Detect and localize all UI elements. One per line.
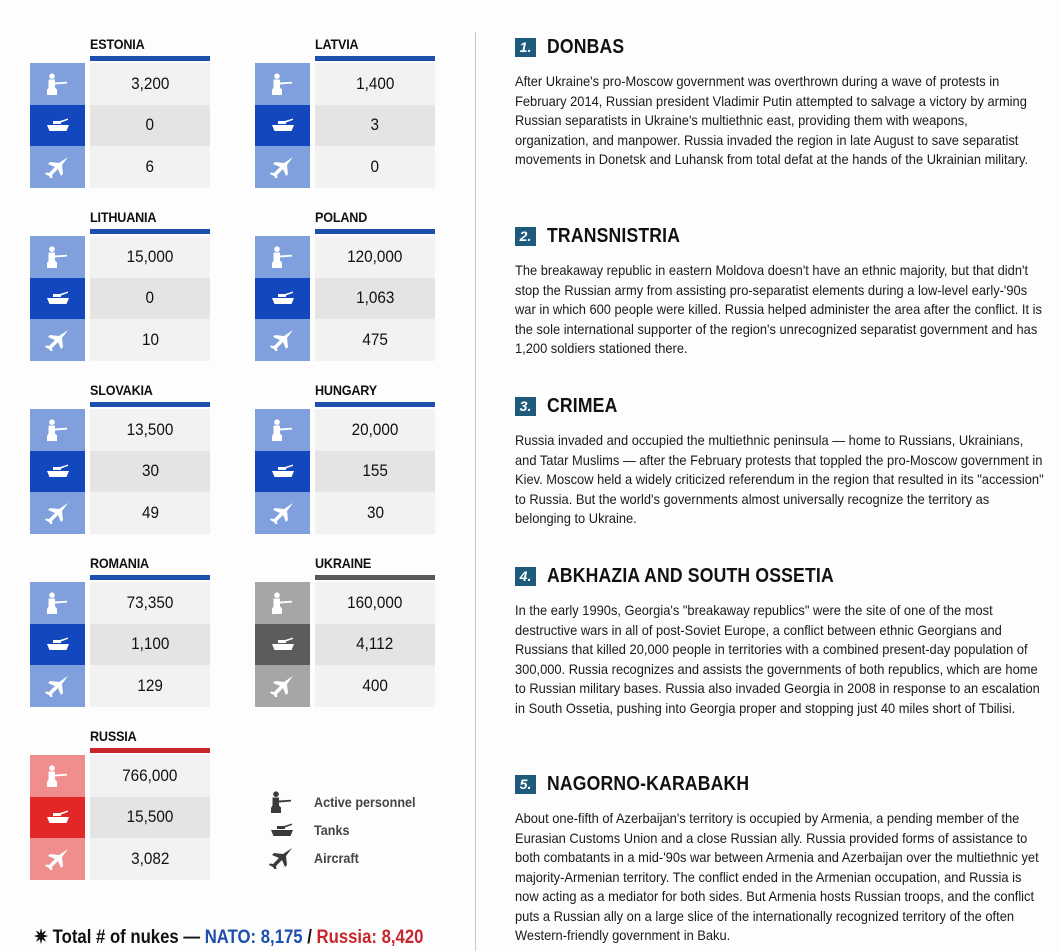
tank-icon-cell xyxy=(255,105,310,147)
aircraft-value: 3,082 xyxy=(90,838,210,880)
icon-column xyxy=(255,582,310,707)
country-name: ESTONIA xyxy=(90,36,145,52)
soldier-icon xyxy=(268,791,296,813)
tank-icon-cell xyxy=(30,451,85,493)
legend-label: Active personnel xyxy=(314,794,416,810)
section-title: CRIMEA xyxy=(547,394,618,417)
soldier-icon xyxy=(270,73,296,95)
section-body: About one-fifth of Azerbaijan's territory is occupied by Armenia, a pending member of the Eurasian Customs Union and a close Russian ally. Russia provided forms of assistance to both combatants in a mid-'90s war between Armenia and Azerbaijan over the multiethnic yet majority-Armenian territory. The conflict ended in the Armenian occupation, and Russia is now acting as a mediator for both sides. But Armenia hosts Russian troops, and the conflict puts a Russian ally on a large slice of the internationally recognized territory of the often Western-friendly government in Baku. xyxy=(515,810,1039,943)
tank-icon xyxy=(270,287,296,309)
value-column xyxy=(315,409,435,534)
value-column xyxy=(90,409,210,534)
tanks-value: 3 xyxy=(315,105,435,147)
country-name: HUNGARY xyxy=(315,382,377,398)
personnel-value: 766,000 xyxy=(90,755,210,797)
section-title: TRANSNISTRIA xyxy=(547,224,681,247)
icon-column xyxy=(30,63,85,188)
section-number-badge: 2. xyxy=(515,227,536,246)
section-donbas xyxy=(515,35,1045,170)
country-name: POLAND xyxy=(315,209,368,225)
soldier-icon xyxy=(270,419,296,441)
fighter-jet-icon-cell xyxy=(255,665,310,707)
personnel-value: 15,000 xyxy=(90,236,210,278)
section-number-badge: 4. xyxy=(515,567,536,586)
icon-column xyxy=(255,63,310,188)
country-color-bar xyxy=(90,229,210,234)
value-column xyxy=(90,63,210,188)
value-column xyxy=(90,755,210,880)
fighter-jet-icon xyxy=(270,675,296,697)
country-color-bar xyxy=(90,575,210,580)
tank-icon xyxy=(45,460,71,482)
fighter-jet-icon-cell xyxy=(30,838,85,880)
fighter-jet-icon-cell xyxy=(255,146,310,188)
aircraft-value: 129 xyxy=(90,665,210,707)
tank-icon-cell xyxy=(30,278,85,320)
personnel-value: 20,000 xyxy=(315,409,435,451)
country-color-bar xyxy=(315,56,435,61)
tank-icon xyxy=(45,633,71,655)
soldier-icon xyxy=(45,592,71,614)
nukes-total xyxy=(34,926,423,949)
tank-icon xyxy=(45,114,71,136)
aircraft-value: 6 xyxy=(90,146,210,188)
value-column xyxy=(315,582,435,707)
country-name: SLOVAKIA xyxy=(90,382,153,398)
section-title: ABKHAZIA AND SOUTH OSSETIA xyxy=(547,564,834,587)
value-column xyxy=(315,63,435,188)
soldier-icon-cell xyxy=(30,409,85,451)
country-color-bar xyxy=(90,402,210,407)
icon-column xyxy=(30,236,85,361)
personnel-value: 1,400 xyxy=(315,63,435,105)
tanks-value: 0 xyxy=(90,278,210,320)
tank-icon xyxy=(45,806,71,828)
legend-item-tanks xyxy=(268,816,427,844)
legend-label: Aircraft xyxy=(314,850,359,866)
country-color-bar xyxy=(315,229,435,234)
country-name: UKRAINE xyxy=(315,555,372,571)
personnel-value: 13,500 xyxy=(90,409,210,451)
section-number-badge: 3. xyxy=(515,397,536,416)
legend xyxy=(268,788,427,872)
nukes-separator: / xyxy=(307,927,312,948)
section-body: The breakaway republic in eastern Moldova doesn't have an ethnic majority, but that didn't stop the Russian army from assisting pro-separatist elements during a low-level early-'90s war in which 600 people were killed. Russia helped administer the area after the conflict. It is the sole international supporter of the region's unrecognized separatist government and has 1,200 soldiers stationed there. xyxy=(515,262,1042,356)
tanks-value: 1,100 xyxy=(90,624,210,666)
soldier-icon xyxy=(45,246,71,268)
soldier-icon-cell xyxy=(30,236,85,278)
section-number-badge: 1. xyxy=(515,38,536,57)
fighter-jet-icon-cell xyxy=(255,492,310,534)
country-name: ROMANIA xyxy=(90,555,149,571)
fighter-jet-icon-cell xyxy=(30,319,85,361)
asterisk-icon: ✷ xyxy=(34,927,49,948)
section-title: DONBAS xyxy=(547,35,625,58)
country-color-bar xyxy=(315,575,435,580)
icon-column xyxy=(30,409,85,534)
country-color-bar xyxy=(315,402,435,407)
tanks-value: 155 xyxy=(315,451,435,493)
tank-icon xyxy=(270,114,296,136)
nukes-label: Total # of nukes — xyxy=(52,927,201,948)
country-color-bar xyxy=(90,56,210,61)
tank-icon-cell xyxy=(255,624,310,666)
section-crimea xyxy=(515,394,1045,529)
legend-item-personnel xyxy=(268,788,427,816)
aircraft-value: 49 xyxy=(90,492,210,534)
tanks-value: 1,063 xyxy=(315,278,435,320)
soldier-icon xyxy=(270,592,296,614)
tank-icon xyxy=(270,633,296,655)
tanks-value: 15,500 xyxy=(90,797,210,839)
value-column xyxy=(315,236,435,361)
tanks-value: 4,112 xyxy=(315,624,435,666)
section-body: Russia invaded and occupied the multiethnic peninsula — home to Russians, Ukrainians, and Tatar Muslims — after the February protests that toppled the pro-Moscow government in Kiev. Moscow held a widely criticized referendum in the region that resulted in its "accession" to Russia. But the world's governments almost universally recognize the territory as belonging to Ukraine. xyxy=(515,432,1044,526)
fighter-jet-icon-cell xyxy=(30,146,85,188)
column-divider xyxy=(475,32,476,951)
soldier-icon-cell xyxy=(30,63,85,105)
tank-icon-cell xyxy=(30,797,85,839)
aircraft-value: 30 xyxy=(315,492,435,534)
section-number-badge: 5. xyxy=(515,775,536,794)
fighter-jet-icon xyxy=(45,675,71,697)
section-body: After Ukraine's pro-Moscow government was overthrown during a wave of protests in February 2014, Russian president Vladimir Putin attempted to salvage a victory by arming Russian separatists in Ukraine's multiethnic east, providing them with weapons, organization, and manpower. Russia invaded the region in late August to save separatist movements in Donetsk and Luhansk from total defat at the hands of the Ukrainian military. xyxy=(515,73,1029,167)
section-title: NAGORNO-KARABAKH xyxy=(547,772,750,795)
fighter-jet-icon xyxy=(45,329,71,351)
country-name: RUSSIA xyxy=(90,728,137,744)
tank-icon-cell xyxy=(255,451,310,493)
military-comparison-panel xyxy=(0,0,476,951)
aircraft-value: 0 xyxy=(315,146,435,188)
aircraft-value: 10 xyxy=(90,319,210,361)
tank-icon xyxy=(268,819,296,841)
tanks-value: 30 xyxy=(90,451,210,493)
icon-column xyxy=(255,236,310,361)
fighter-jet-icon xyxy=(268,847,296,869)
legend-label: Tanks xyxy=(314,822,350,838)
icon-column xyxy=(255,409,310,534)
soldier-icon xyxy=(45,765,71,787)
fighter-jet-icon xyxy=(270,502,296,524)
soldier-icon xyxy=(270,246,296,268)
personnel-value: 120,000 xyxy=(315,236,435,278)
soldier-icon xyxy=(45,419,71,441)
tank-icon xyxy=(270,460,296,482)
personnel-value: 160,000 xyxy=(315,582,435,624)
soldier-icon-cell xyxy=(255,63,310,105)
fighter-jet-icon xyxy=(270,329,296,351)
aircraft-value: 400 xyxy=(315,665,435,707)
section-nagorno-karabakh xyxy=(515,772,1045,946)
legend-item-aircraft xyxy=(268,844,427,872)
tanks-value: 0 xyxy=(90,105,210,147)
soldier-icon-cell xyxy=(30,755,85,797)
country-name: LITHUANIA xyxy=(90,209,157,225)
fighter-jet-icon xyxy=(45,502,71,524)
soldier-icon xyxy=(45,73,71,95)
fighter-jet-icon-cell xyxy=(255,319,310,361)
nukes-nato: NATO: 8,175 xyxy=(204,927,303,948)
fighter-jet-icon-cell xyxy=(30,665,85,707)
personnel-value: 3,200 xyxy=(90,63,210,105)
value-column xyxy=(90,236,210,361)
tank-icon-cell xyxy=(255,278,310,320)
tank-icon xyxy=(45,287,71,309)
value-column xyxy=(90,582,210,707)
aircraft-value: 475 xyxy=(315,319,435,361)
fighter-jet-icon xyxy=(45,156,71,178)
fighter-jet-icon-cell xyxy=(30,492,85,534)
soldier-icon-cell xyxy=(255,582,310,624)
country-color-bar xyxy=(90,748,210,753)
tank-icon-cell xyxy=(30,624,85,666)
country-name: LATVIA xyxy=(315,36,359,52)
fighter-jet-icon xyxy=(45,848,71,870)
icon-column xyxy=(30,755,85,880)
soldier-icon-cell xyxy=(255,409,310,451)
soldier-icon-cell xyxy=(255,236,310,278)
icon-column xyxy=(30,582,85,707)
nukes-russia: Russia: 8,420 xyxy=(316,927,424,948)
tank-icon-cell xyxy=(30,105,85,147)
section-transnistria xyxy=(515,224,1045,359)
section-body: In the early 1990s, Georgia's "breakaway republics" were the site of one of the most destructive wars in all of post-Soviet Europe, a conflict between ethnic Georgians and Russians that killed 20,000 people in territories with a combined present-day population of 300,000. Russia recognizes and assists the governments of both republics, which are home to Russian military bases. Russia also invaded Georgia in 2008 in response to an escalation in South Ossetia, pushing into Georgia proper and stopping just 40 miles short of Tbilisi. xyxy=(515,602,1040,716)
soldier-icon-cell xyxy=(30,582,85,624)
section-abkhazia-south-ossetia xyxy=(515,564,1045,718)
fighter-jet-icon xyxy=(270,156,296,178)
personnel-value: 73,350 xyxy=(90,582,210,624)
